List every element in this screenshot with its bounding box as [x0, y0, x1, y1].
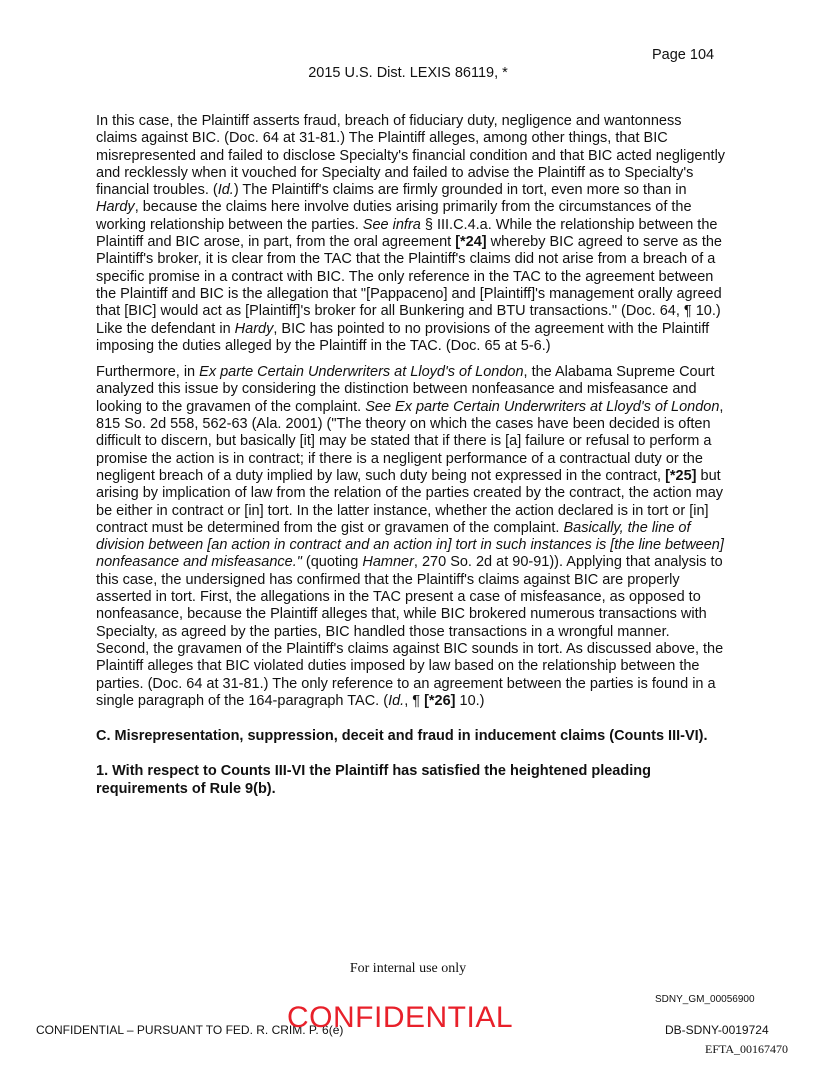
- text-segment: Basically, the line of division between [an action in contract and an action in] tort in such instances is [the line between] nonfeasance and misfeasance.": [96, 519, 724, 571]
- opinion-body: [96, 113, 726, 807]
- text-segment: ) The Plaintiff's claims are firmly grounded in tort, even more so than in: [233, 182, 687, 199]
- text-segment: , the Alabama Supreme Court analyzed this issue by considering the distinction between nonfeasance and misfeasance and looking to the gravamen of the complaint.: [96, 364, 715, 415]
- text-segment: See Ex parte Certain Underwriters at Lloyd's of London: [365, 398, 720, 415]
- text-segment: , 815 So. 2d 558, 562-63 (Ala. 2001) ("The theory on which the cases have been decided is often difficult to discern, but basically [it] may be stated that if there is [a] failure or refusal to perform a promise the action is in contract; if there is a negligent performance of a contractual duty or the negligent breach of a duty implied by law, such duty being not expressed in the contract,: [96, 398, 724, 484]
- text-segment: but arising by implication of law from the relation of the parties created by the contract, the action may be either in contract or [in] tort. In the latter instance, whether the action declared is in tort or [in] contract must be determined from the gist or gravamen of the complaint.: [96, 467, 724, 536]
- text-segment: In this case, the Plaintiff asserts fraud, breach of fiduciary duty, negligence and wantonness claims against BIC. (Doc. 64 at 31-81.) The Plaintiff alleges, among other things, that BIC misrepresented and failed to disclose Specialty's financial condition and that BIC acted negligently and recklessly when it vouched for Specialty and failed to advise the Plaintiff as to Specialty's financial troubles. (: [96, 113, 726, 199]
- section-heading: C. Misrepresentation, suppression, deceit and fraud in inducement claims (Counts III-VI).: [96, 728, 708, 745]
- text-segment: , ¶: [404, 692, 425, 709]
- text-segment: Hardy: [234, 320, 274, 337]
- star-page-marker: [*24]: [455, 234, 487, 251]
- confidential-stamp: CONFIDENTIAL: [287, 1001, 514, 1034]
- star-page-marker: [*25]: [665, 467, 697, 484]
- paragraph: [96, 364, 726, 710]
- bates-number-sdny: DB-SDNY-0019724: [665, 1023, 769, 1037]
- text-segment: See infra: [362, 216, 421, 233]
- text-segment: Hamner: [362, 554, 414, 571]
- text-segment: Furthermore, in: [96, 364, 200, 381]
- text-segment: Id.: [217, 182, 234, 199]
- text-segment: 10.): [455, 692, 485, 709]
- text-segment: Ex parte Certain Underwriters at Lloyd's of London: [199, 364, 524, 381]
- internal-use-notice: For internal use only: [349, 961, 467, 976]
- page-citation: 2015 U.S. Dist. LEXIS 86119, *: [308, 65, 508, 81]
- efta-number: EFTA_00167470: [705, 1042, 789, 1056]
- page-number: Page 104: [652, 47, 715, 63]
- paragraph: [96, 113, 726, 355]
- text-segment: Id.: [388, 692, 405, 709]
- text-segment: whereby BIC agreed to serve as the Plaintiff's broker, it is clear from the TAC that the Plaintiff's claims did not arise from a breach of a specific promise in a contract with BIC. The only reference in the TAC to the agreement between the Plaintiff and BIC is the allegation that "[Pappaceno] and [Plaintiff]'s management orally agreed that [BIC] would act as [Plaintiff]'s broker for all Bunkering and BTU transactions." (Doc. 64, ¶ 10.) Like the defendant in: [96, 234, 722, 337]
- text-segment: , because the claims here involve duties arising primarily from the circumstances of the working relationship between the parties.: [96, 199, 692, 233]
- text-segment: § III.C.4.a. While the relationship between the Plaintiff and BIC arose, in part, from the oral agreement: [96, 216, 718, 251]
- star-page-marker: [*26]: [424, 692, 456, 709]
- text-segment: , 270 So. 2d at 90-91)). Applying that analysis to this case, the undersigned has confirmed that the Plaintiff's claims against BIC are properly asserted in tort. First, the allegations in the TAC present a case of misfeasance, as opposed to nonfeasance, because the Plaintiff alleges that, while BIC brokered numerous transactions with Specialty, as agreed by the parties, BIC handled those transactions in a wrongful manner. Second, the gravamen of the Plaintiff's claims against BIC sounds in tort. As discussed above, the Plaintiff alleges that BIC violated duties imposed by law based on the relationship between the parties. (Doc. 64 at 31-81.) The only reference to an agreement between the parties is found in a single paragraph of the 164-paragraph TAC. (: [96, 554, 724, 709]
- text-segment: , BIC has pointed to no provisions of the agreement with the Plaintiff imposing the duties alleged by the Plaintiff in the TAC. (Doc. 65 at 5-6.): [96, 320, 710, 354]
- subsection-heading: 1. With respect to Counts III-VI the Plaintiff has satisfied the heightened pleading requirements of Rule 9(b).: [96, 763, 651, 797]
- confidential-notice: CONFIDENTIAL – PURSUANT TO FED. R. CRIM. P. 6(e): [36, 1023, 344, 1037]
- text-segment: (quoting: [301, 554, 363, 571]
- bates-number-gm: SDNY_GM_00056900: [655, 994, 755, 1005]
- text-segment: Hardy: [96, 199, 135, 216]
